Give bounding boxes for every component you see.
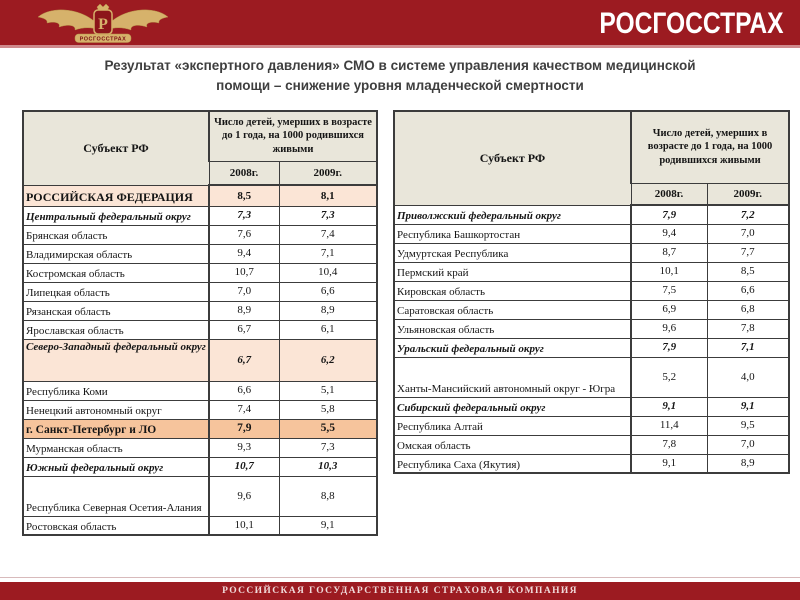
footer-divider (0, 577, 800, 578)
footer-band (0, 582, 800, 600)
table-row (394, 319, 789, 338)
value-2009-cell: 8,8 (279, 476, 377, 516)
value-2009-cell: 7,2 (707, 205, 789, 224)
value-2008-cell: 9,1 (631, 397, 707, 416)
subject-cell: Удмуртская Республика (394, 243, 631, 262)
column-header-2008: 2008г. (209, 161, 279, 185)
value-2009-cell: 6,2 (279, 339, 377, 381)
value-2008-cell: 10,7 (209, 457, 279, 476)
value-2008-cell: 10,1 (209, 516, 279, 535)
value-2008-cell: 7,6 (209, 225, 279, 244)
subject-cell: Ненецкий автономный округ (23, 400, 209, 419)
value-2008-cell: 9,6 (209, 476, 279, 516)
value-2009-cell: 7,3 (279, 438, 377, 457)
subject-cell: Ханты-Мансийский автономный округ - Югра (394, 357, 631, 397)
table-row (23, 339, 377, 381)
table-row (394, 300, 789, 319)
value-2009-cell: 7,0 (707, 224, 789, 243)
table-row (394, 416, 789, 435)
subject-cell: Ульяновская область (394, 319, 631, 338)
table-row (394, 243, 789, 262)
value-2008-cell: 6,9 (631, 300, 707, 319)
value-2008-cell: 5,2 (631, 357, 707, 397)
table-row (23, 263, 377, 282)
value-2009-cell: 7,8 (707, 319, 789, 338)
subject-cell: Сибирский федеральный округ (394, 397, 631, 416)
subject-cell: Уральский федеральный округ (394, 338, 631, 357)
column-header-2008: 2008г. (631, 183, 707, 205)
subject-cell: Южный федеральный округ (23, 457, 209, 476)
subject-cell: Владимирская область (23, 244, 209, 263)
value-2008-cell: 9,6 (631, 319, 707, 338)
subject-cell: Липецкая область (23, 282, 209, 301)
header-band (0, 0, 800, 45)
column-header-2009: 2009г. (279, 161, 377, 185)
subject-cell: Ярославская область (23, 320, 209, 339)
value-2009-cell: 8,9 (707, 454, 789, 473)
subject-cell: Ростовская область (23, 516, 209, 535)
value-2009-cell: 4,0 (707, 357, 789, 397)
table-row (23, 438, 377, 457)
value-2009-cell: 7,7 (707, 243, 789, 262)
table-row (23, 320, 377, 339)
value-2009-cell: 7,4 (279, 225, 377, 244)
table-row (394, 262, 789, 281)
value-2009-cell: 6,6 (707, 281, 789, 300)
subject-cell: Республика Башкортостан (394, 224, 631, 243)
value-2008-cell: 7,9 (631, 338, 707, 357)
table-row (394, 281, 789, 300)
table-row (394, 397, 789, 416)
table-row (394, 338, 789, 357)
table-row (394, 357, 789, 397)
table-row (23, 185, 377, 206)
value-2008-cell: 10,7 (209, 263, 279, 282)
value-2008-cell: 6,7 (209, 320, 279, 339)
table-row (394, 454, 789, 473)
table-row (23, 419, 377, 438)
table-row (23, 244, 377, 263)
mortality-table-left (22, 110, 376, 536)
value-2008-cell: 11,4 (631, 416, 707, 435)
value-2009-cell: 5,1 (279, 381, 377, 400)
subject-cell: Пермский край (394, 262, 631, 281)
column-header-value: Число детей, умерших в возрасте до 1 года, на 1000 родившихся живыми (631, 111, 789, 183)
value-2008-cell: 10,1 (631, 262, 707, 281)
value-2008-cell: 7,4 (209, 400, 279, 419)
table-row (23, 476, 377, 516)
brand-wordmark: РОСГОССТРАХ (599, 7, 784, 40)
value-2009-cell: 5,5 (279, 419, 377, 438)
value-2009-cell: 7,1 (279, 244, 377, 263)
table-row (23, 301, 377, 320)
subject-cell: Центральный федеральный округ (23, 206, 209, 225)
value-2008-cell: 7,9 (209, 419, 279, 438)
table-row (23, 457, 377, 476)
table (22, 110, 378, 536)
subject-cell: Костромская область (23, 263, 209, 282)
value-2008-cell: 7,3 (209, 206, 279, 225)
table-row (23, 282, 377, 301)
footer-text: РОССИЙСКАЯ ГОСУДАРСТВЕННАЯ СТРАХОВАЯ КОМПАНИЯ (222, 586, 578, 596)
subject-cell: Кировская область (394, 281, 631, 300)
logo-banner-text: РОСГОССТРАХ (79, 36, 127, 43)
value-2008-cell: 7,8 (631, 435, 707, 454)
subject-cell: Омская область (394, 435, 631, 454)
table-row (23, 206, 377, 225)
subject-cell: Республика Северная Осетия-Алания (23, 476, 209, 516)
value-2009-cell: 7,0 (707, 435, 789, 454)
subject-cell: г. Санкт-Петербург и ЛО (23, 419, 209, 438)
value-2009-cell: 9,5 (707, 416, 789, 435)
value-2009-cell: 8,1 (279, 185, 377, 206)
column-header-subject: Субъект РФ (394, 111, 631, 205)
column-header-value: Число детей, умерших в возрасте до 1 года, на 1000 родившихся живыми (209, 111, 377, 161)
subject-cell: Саратовская область (394, 300, 631, 319)
slide-title-line1: Результат «экспертного давления» СМО в системе управления качеством медицинской (104, 58, 696, 73)
table-row (394, 224, 789, 243)
value-2009-cell: 7,1 (707, 338, 789, 357)
column-header-2009: 2009г. (707, 183, 789, 205)
value-2009-cell: 6,6 (279, 282, 377, 301)
table-row (394, 205, 789, 224)
value-2008-cell: 9,3 (209, 438, 279, 457)
table-row (23, 225, 377, 244)
value-2008-cell: 8,9 (209, 301, 279, 320)
value-2008-cell: 8,7 (631, 243, 707, 262)
slide-title (50, 56, 750, 95)
value-2008-cell: 9,4 (631, 224, 707, 243)
subject-cell: Приволжский федеральный округ (394, 205, 631, 224)
subject-cell: Рязанская область (23, 301, 209, 320)
mortality-table-right (393, 110, 788, 474)
slide-title-line2: помощи – снижение уровня младенческой смертности (216, 77, 584, 93)
value-2009-cell: 8,5 (707, 262, 789, 281)
logo-letter: Р (98, 16, 108, 33)
subject-cell: Республика Коми (23, 381, 209, 400)
value-2008-cell: 7,9 (631, 205, 707, 224)
value-2009-cell: 8,9 (279, 301, 377, 320)
table-row (23, 381, 377, 400)
subject-cell: РОССИЙСКАЯ ФЕДЕРАЦИЯ (23, 185, 209, 206)
value-2009-cell: 5,8 (279, 400, 377, 419)
table-row (23, 516, 377, 535)
value-2008-cell: 8,5 (209, 185, 279, 206)
subject-cell: Северо-Западный федеральный округ (23, 339, 209, 381)
value-2008-cell: 9,4 (209, 244, 279, 263)
value-2009-cell: 9,1 (707, 397, 789, 416)
table (393, 110, 790, 474)
value-2009-cell: 9,1 (279, 516, 377, 535)
subject-cell: Республика Алтай (394, 416, 631, 435)
subject-cell: Брянская область (23, 225, 209, 244)
value-2008-cell: 6,7 (209, 339, 279, 381)
value-2009-cell: 6,1 (279, 320, 377, 339)
subject-cell: Республика Саха (Якутия) (394, 454, 631, 473)
table-row (394, 435, 789, 454)
value-2008-cell: 7,0 (209, 282, 279, 301)
value-2009-cell: 10,4 (279, 263, 377, 282)
subject-cell: Мурманская область (23, 438, 209, 457)
rosgosstrakh-logo-icon (28, 2, 178, 44)
value-2009-cell: 7,3 (279, 206, 377, 225)
value-2009-cell: 10,3 (279, 457, 377, 476)
value-2008-cell: 6,6 (209, 381, 279, 400)
table-row (23, 400, 377, 419)
value-2008-cell: 7,5 (631, 281, 707, 300)
value-2008-cell: 9,1 (631, 454, 707, 473)
value-2009-cell: 6,8 (707, 300, 789, 319)
header-band-edge (0, 45, 800, 48)
column-header-subject: Субъект РФ (23, 111, 209, 185)
